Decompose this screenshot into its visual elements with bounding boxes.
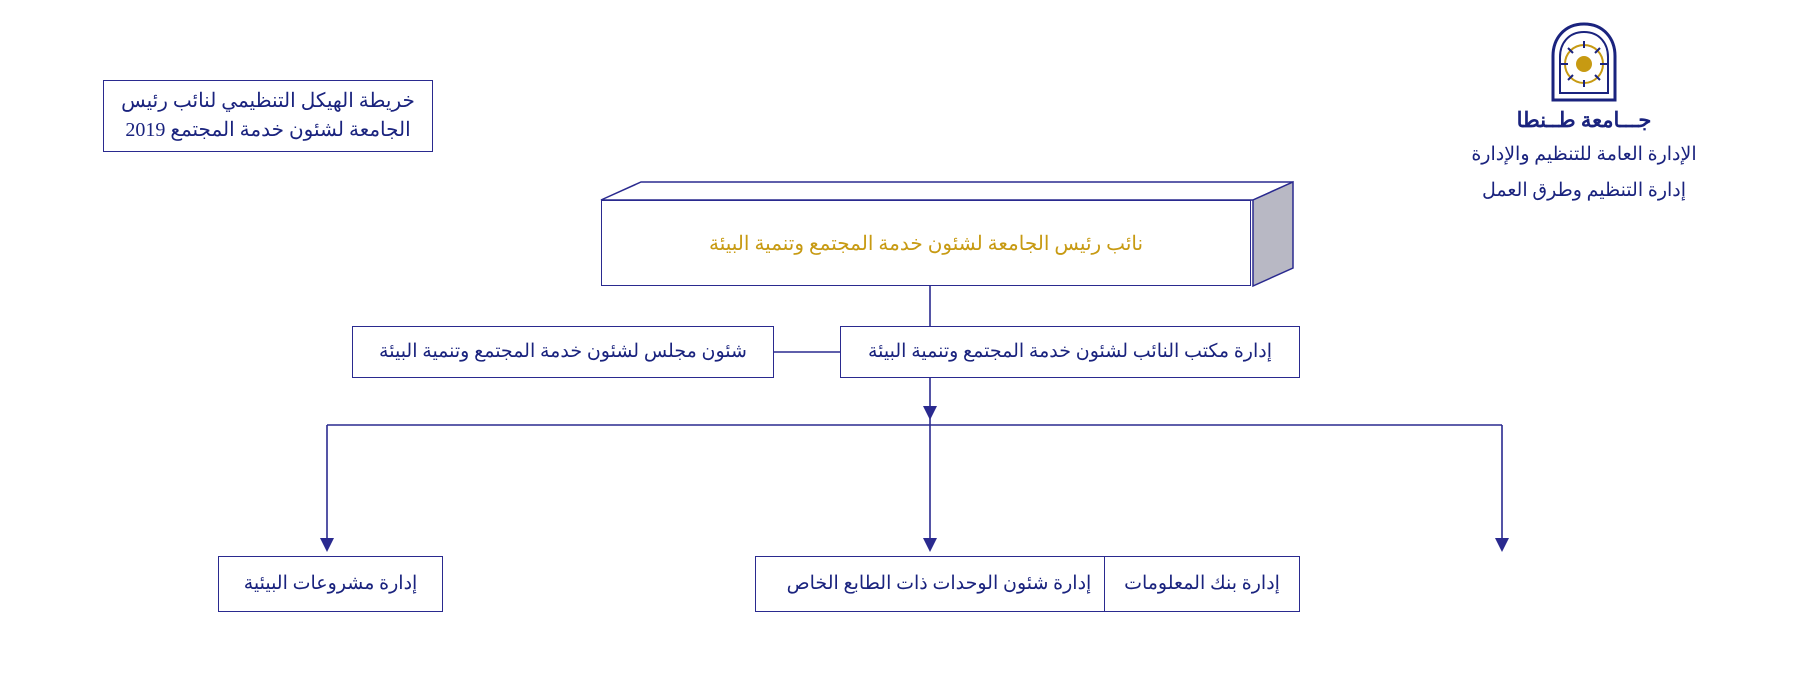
node-community-service-council-label: شئون مجلس لشئون خدمة المجتمع وتنمية البيئة — [379, 341, 747, 363]
university-logo-wordmark: جـــامعة طــنطا — [1516, 108, 1652, 132]
node-information-bank-label: إدارة بنك المعلومات — [1124, 573, 1280, 595]
chart-title-box — [103, 80, 433, 152]
arrow-head-units — [923, 538, 937, 552]
org-department-line-2: إدارة التنظيم وطرق العمل — [1481, 180, 1687, 202]
arrow-head-databank — [1495, 538, 1509, 552]
org-department-line-1: الإدارة العامة للتنظيم والإدارة — [1471, 144, 1697, 165]
node-special-nature-units[interactable] — [755, 556, 1123, 612]
node-special-nature-units-label: إدارة شئون الوحدات ذات الطابع الخاص — [786, 573, 1092, 595]
node-vice-president-office-label: إدارة مكتب النائب لشئون خدمة المجتمع وتنمية البيئة — [867, 341, 1273, 363]
node-information-bank[interactable] — [1104, 556, 1300, 612]
node-vice-president-office[interactable] — [840, 326, 1300, 378]
node-environmental-projects[interactable] — [218, 556, 443, 612]
chart-title-line-2: الجامعة لشئون خدمة المجتمع 2019 — [125, 119, 411, 141]
arrow-head-center-mid — [923, 406, 937, 420]
university-logo-icon — [1541, 20, 1627, 112]
arrow-head-projects — [320, 538, 334, 552]
node-environmental-projects-label: إدارة مشروعات البيئية — [243, 573, 418, 595]
node-community-service-council[interactable] — [352, 326, 774, 378]
chart-title-line-1: خريطة الهيكل التنظيمي لنائب رئيس — [121, 90, 415, 112]
organization-header — [1404, 20, 1764, 209]
node-vice-president[interactable] — [601, 182, 1251, 268]
university-logo — [1404, 20, 1764, 133]
node-vice-president-label: نائب رئيس الجامعة لشئون خدمة المجتمع وتنمية البيئة — [601, 200, 1251, 286]
